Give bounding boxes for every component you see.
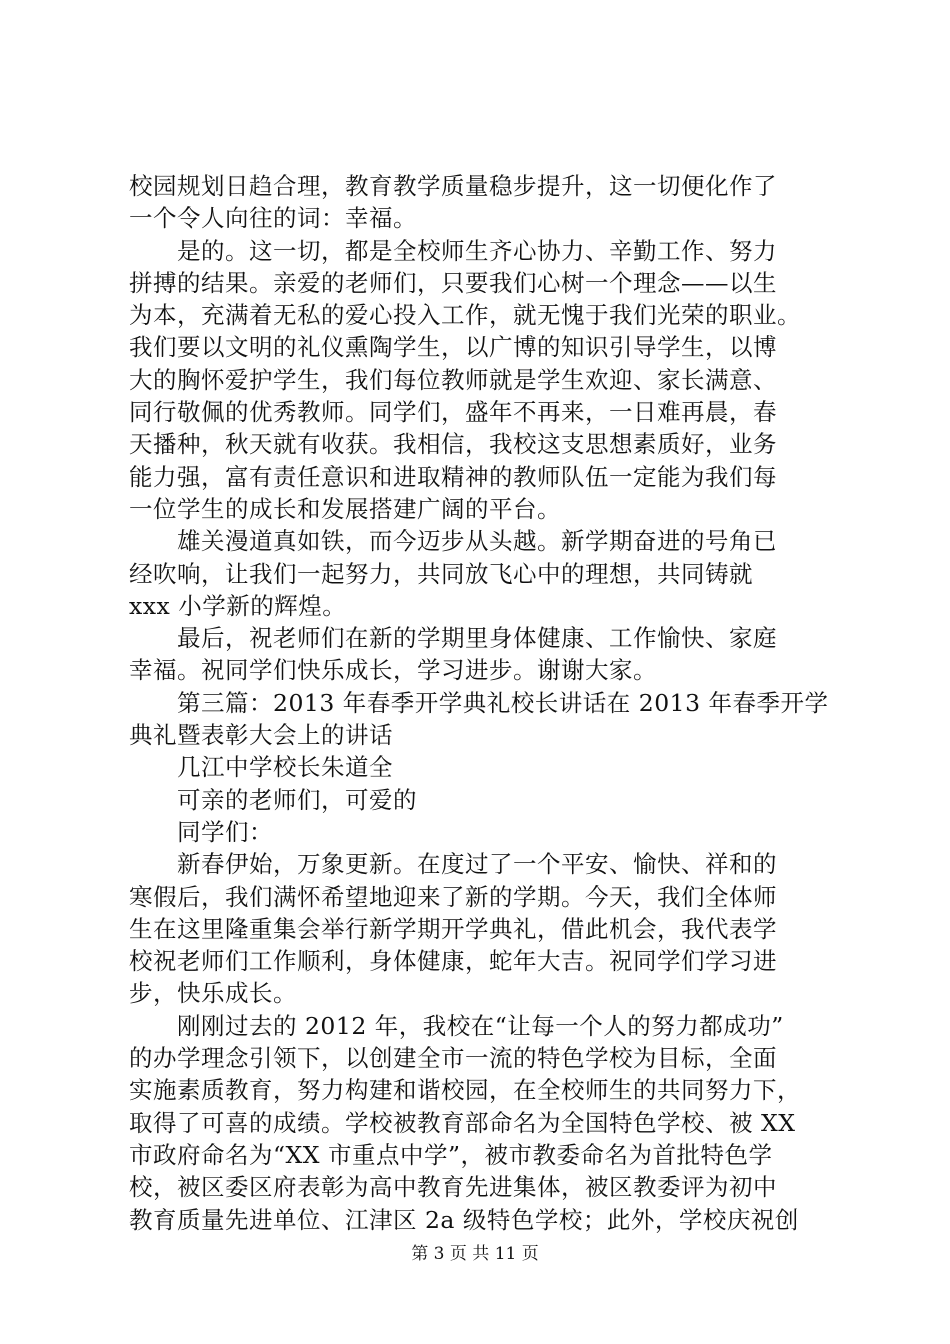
text-line: 幸福。祝同学们快乐成长，学习进步。谢谢大家。 (129, 656, 657, 685)
text-line: 天播种，秋天就有收获。我相信，我校这支思想素质好，业务 (129, 430, 777, 459)
text-line: 的办学理念引领下，以创建全市一流的特色学校为目标，全面 (129, 1044, 777, 1073)
text-line: 雄关漫道真如铁，而今迈步从头越。新学期奋进的号角已 (177, 527, 777, 556)
text-line: 生在这里隆重集会举行新学期开学典礼，借此机会，我代表学 (129, 914, 777, 943)
text-line: 市政府命名为“XX 市重点中学”，被市教委命名为首批特色学 (129, 1140, 773, 1169)
text-line: 为本，充满着无私的爱心投入工作，就无愧于我们光荣的职业。 (129, 301, 801, 330)
text-line: 典礼暨表彰大会上的讲话 (129, 721, 393, 750)
text-line: 大的胸怀爱护学生，我们每位教师就是学生欢迎、家长满意、 (129, 365, 777, 394)
text-line: 校园规划日趋合理，教育教学质量稳步提升，这一切便化作了 (129, 172, 777, 200)
text-line: 新春伊始，万象更新。在度过了一个平安、愉快、祥和的 (177, 850, 777, 879)
text-line: 经吹响，让我们一起努力，共同放飞心中的理想，共同铸就 (129, 559, 753, 588)
text-line: 同学们： (177, 817, 273, 846)
text-line: 刚刚过去的 2012 年，我校在“让每一个人的努力都成功” (177, 1011, 784, 1040)
text-line: 取得了可喜的成绩。学校被教育部命名为全国特色学校、被 XX (129, 1108, 796, 1137)
text-line: xxx 小学新的辉煌。 (129, 591, 347, 620)
text-line: 几江中学校长朱道全 (177, 753, 393, 782)
text-line: 校，被区委区府表彰为高中教育先进集体，被区教委评为初中 (129, 1173, 777, 1202)
text-line: 一个令人向往的词：幸福。 (129, 204, 417, 233)
text-line: 我们要以文明的礼仪熏陶学生，以广博的知识引导学生，以博 (129, 333, 777, 362)
text-line: 实施素质教育，努力构建和谐校园，在全校师生的共同努力下， (129, 1076, 801, 1105)
text-line: 可亲的老师们，可爱的 (177, 785, 417, 814)
document-body (129, 170, 849, 1236)
text-line: 一位学生的成长和发展搭建广阔的平台。 (129, 494, 561, 523)
text-line: 最后，祝老师们在新的学期里身体健康、工作愉快、家庭 (177, 624, 777, 653)
text-line: 校祝老师们工作顺利，身体健康，蛇年大吉。祝同学们学习进 (129, 947, 777, 976)
text-line: 拼搏的结果。亲爱的老师们，只要我们心树一个理念——以生 (129, 268, 777, 297)
text-line: 寒假后，我们满怀希望地迎来了新的学期。今天，我们全体师 (129, 882, 777, 911)
text-line: 教育质量先进单位、江津区 2a 级特色学校；此外，学校庆祝创 (129, 1205, 799, 1234)
text-line: 步，快乐成长。 (129, 979, 297, 1008)
text-line: 第三篇：2013 年春季开学典礼校长讲话在 2013 年春季开学 (177, 688, 829, 717)
text-line: 是的。这一切，都是全校师生齐心协力、辛勤工作、努力 (177, 236, 777, 265)
text-line: 同行敬佩的优秀教师。同学们，盛年不再来，一日难再晨，春 (129, 398, 777, 427)
text-line: 能力强，富有责任意识和进取精神的教师队伍一定能为我们每 (129, 462, 777, 491)
page-footer: 第 3 页 共 11 页 (411, 1244, 539, 1264)
